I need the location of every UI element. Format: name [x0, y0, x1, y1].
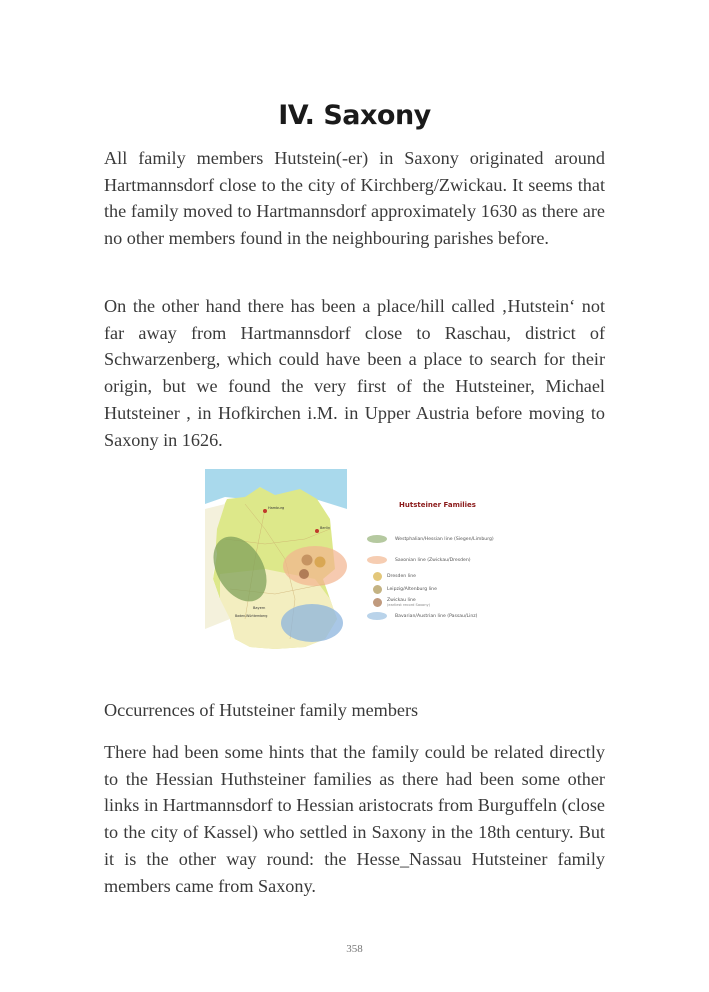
page-number: 358 [346, 943, 363, 955]
paragraph-origin: All family members Hutstein(-er) in Saxony originated around Hartmannsdorf close to the city of Kirchberg/Zwickau. It seems that the family moved to Hartmannsdorf approximately 1630 as there are no other members found in the neighbouring parishes before. [104, 148, 605, 249]
blue-oval-swatch-icon [367, 612, 387, 620]
map-legend [365, 469, 508, 655]
city-marker-berlin [315, 529, 319, 533]
legend-item-bavarian: Bavarian/Austrian line (Passau/Linz) [367, 612, 477, 620]
map-label-bw: Baden-Württemberg [235, 614, 268, 618]
page-title: IV. Saxony [278, 100, 431, 132]
zwickau-marker [299, 569, 309, 579]
leipzig-altenburg-marker [302, 555, 313, 566]
orange-oval-swatch-icon [367, 556, 387, 564]
germany-map-graphic [205, 469, 347, 655]
legend-item-dresden: Dresden line [373, 572, 416, 581]
legend-item-zwickau: Zwickau line (earliest record Saxony) [373, 598, 430, 607]
brown-dot-swatch-icon [373, 598, 382, 607]
legend-title: Hutsteiner Families [399, 501, 476, 509]
map-label-bayern: Bayern [253, 606, 266, 610]
yellow-dot-swatch-icon [373, 572, 382, 581]
map-label-berlin: Berlin [320, 526, 331, 530]
paragraph-hutstein-hill: On the other hand there has been a place/hill called ‚Hutstein‘ not far away from Hartmannsdorf close to Raschau, district of Schwarzenberg, which could have been a place to search for their origin, but we found the very first of the Hutsteiner, Michael Hutsteiner , in Hofkirchen i.M. in Upper Austria before moving to Saxony in 1626. [104, 296, 605, 450]
legend-item-leipzig: Leipzig/Altenburg line [373, 585, 437, 594]
map-label-hamburg: Hamburg [268, 506, 285, 510]
city-marker-hamburg [263, 509, 267, 513]
khaki-dot-swatch-icon [373, 585, 382, 594]
paragraph-hessian-link: There had been some hints that the family could be related directly to the Hessian Huthsteiner families as there had been some other links in Hartmannsdorf to Hessian aristocrats from Burguffeln (close to the city of Kassel) who settled in Saxony in the 18th century. But it is the other way round: the Hesse_Nassau Hutsteiner family members came from Saxony. [104, 742, 605, 896]
legend-item-saxonian: Saxonian line (Zwickau/Dresden) [367, 556, 471, 564]
green-oval-swatch-icon [367, 535, 387, 543]
bavarian-austrian-region [281, 604, 343, 642]
saxonian-region [283, 546, 347, 586]
legend-item-westphalian: Westphalian/Hessian line (Siegen/Limburg) [367, 535, 494, 543]
germany-map [205, 469, 347, 655]
section-subheading: Occurrences of Hutsteiner family members [104, 700, 419, 720]
dresden-marker [315, 557, 326, 568]
hutsteiner-families-figure [205, 469, 508, 655]
